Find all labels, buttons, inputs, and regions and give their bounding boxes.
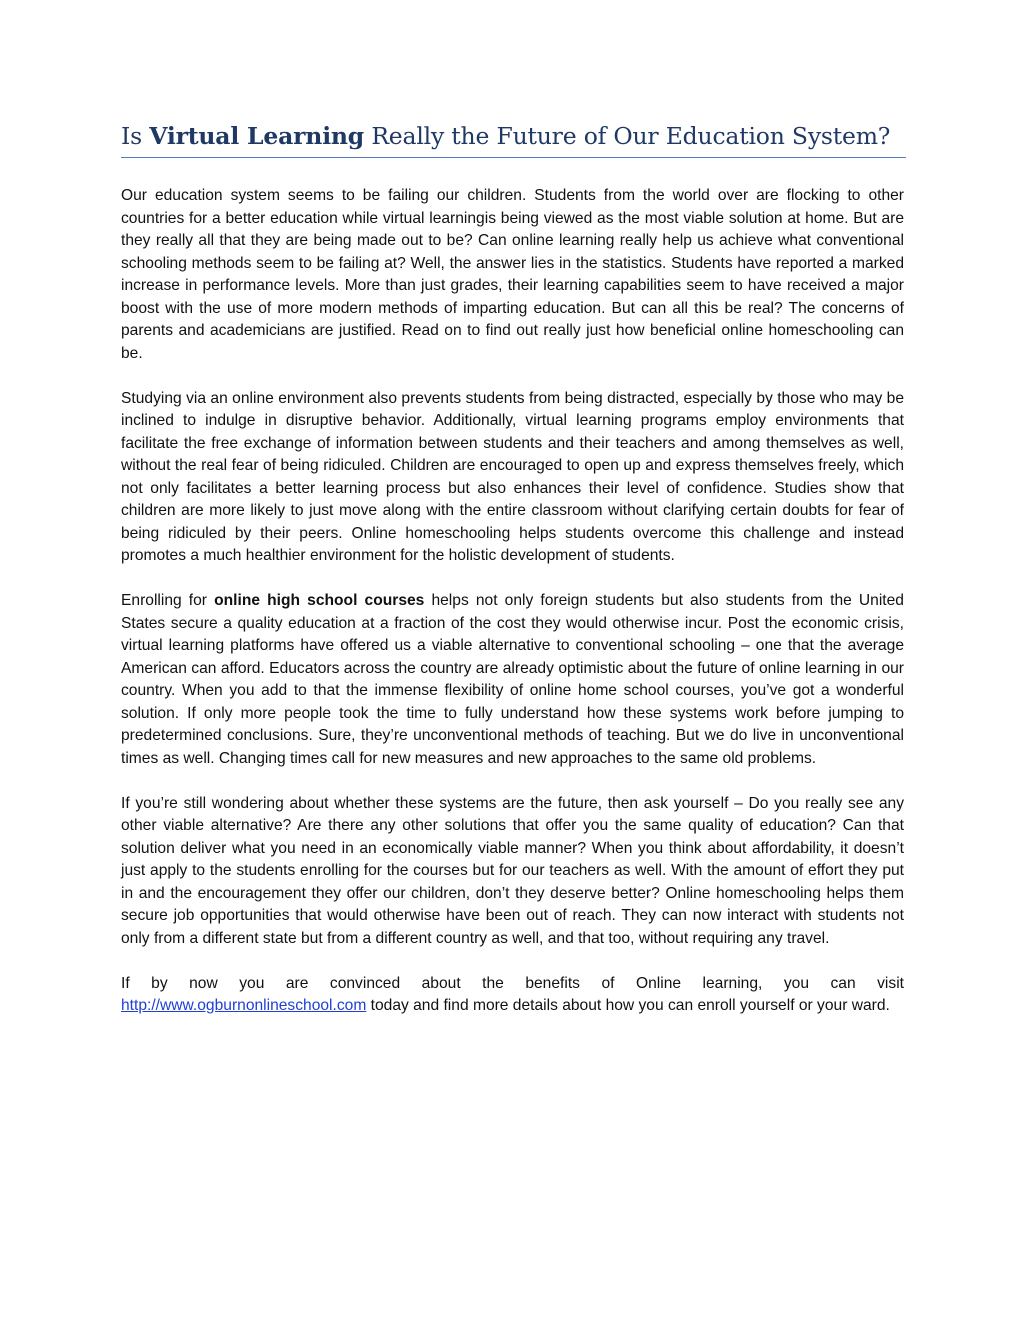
title-prefix: Is <box>121 122 150 150</box>
paragraph-1: Our education system seems to be failing our children. Students from the world over are flocking to other countries for a better education while virtual learningis being viewed as the most viable solution at home. But are they really all that they are being made out to be? Can online learning really help us achieve what conventional schooling methods seem to be failing at? Well, the answer lies in the statistics. Students have reported a marked increase in performance levels. More than just grades, their learning capabilities seem to have received a major boost with the use of more modern methods of imparting education. But can all this be real? The concerns of parents and academicians are justified. Read on to find out really just how beneficial online homeschooling can be. <box>121 187 904 362</box>
page-title <box>121 118 906 154</box>
paragraph-5-lead: If by now you are convinced about the benefits of Online learning, you can visit <box>121 974 904 992</box>
paragraph-5-rest: today and find more details about how you can enroll yourself or your ward. <box>366 997 890 1014</box>
paragraph-2: Studying via an online environment also prevents students from being distracted, especially by those who may be inclined to indulge in disruptive behavior. Additionally, virtual learning programs employ environments that facilitate the free exchange of information between students and their teachers and among themselves as well, without the real fear of being ridiculed. Children are encouraged to open up and express themselves freely, which not only facilitates a better learning process but also enhances their level of confidence. Studies show that children are more likely to just move along with the entire classroom without clarifying certain doubts for fear of being ridiculed by their peers. Online homeschooling helps students overcome this challenge and instead promotes a much healthier environment for the holistic development of students. <box>121 389 904 564</box>
paragraph-3-bold-phrase: online high school courses <box>214 592 425 609</box>
title-divider <box>121 157 906 158</box>
article-body <box>121 185 904 1040</box>
paragraph-5 <box>121 973 904 1018</box>
school-website-link[interactable]: http://www.ogburnonlineschool.com <box>121 997 367 1014</box>
paragraph-3-rest: helps not only foreign students but also students from the United States secure a quality education at a fraction of the cost they would otherwise incur. Post the economic crisis, virtual learning platforms have offered us a viable alternative to conventional schooling – one that the average American can afford. Educators across the country are already optimistic about the future of online learning in our country. When you add to that the immense flexibility of online home school courses, you’ve got a wonderful solution. If only more people took the time to fully understand how these systems work before jumping to predetermined conclusions. Sure, they’re unconventional methods of teaching. But we do live in unconventional times as well. Changing times call for new measures and new approaches to the same old problems. <box>121 592 904 767</box>
paragraph-3 <box>121 590 904 770</box>
paragraph-3-lead: Enrolling for <box>121 592 215 609</box>
title-suffix: Really the Future of Our Education System? <box>364 122 891 150</box>
title-emphasis: Virtual Learning <box>149 122 365 150</box>
paragraph-4: If you’re still wondering about whether these systems are the future, then ask yourself – Do you really see any other viable alternative? Are there any other solutions that offer you the same quality of education? Can that solution deliver what you need in an economically viable manner? When you think about affordability, it doesn’t just apply to the students enrolling for the courses but for our teachers as well. With the amount of effort they put in and the encouragement they offer our children, don’t they deserve better? Online homeschooling helps them secure job opportunities that would otherwise have been out of reach. They can now interact with students not only from a different state but from a different country as well, and that too, without requiring any travel. <box>121 794 904 947</box>
